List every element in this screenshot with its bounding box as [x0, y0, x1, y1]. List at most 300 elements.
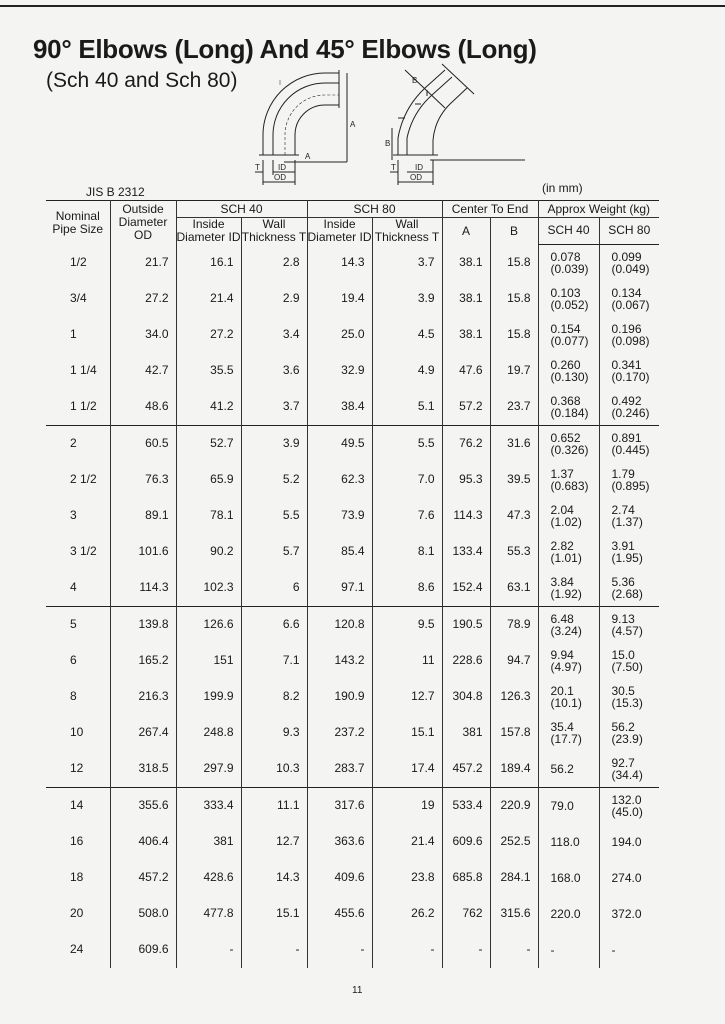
cell-od: 139.8 — [110, 606, 176, 643]
weight-value-alt: (1.92) — [550, 586, 582, 601]
elbow-diagram — [245, 60, 535, 190]
cell-id80: 38.4 — [307, 389, 372, 426]
cell-t80: 26.2 — [372, 896, 442, 932]
col-group-sch40: SCH 40 — [176, 201, 307, 218]
cell-b: - — [490, 932, 538, 968]
cell-w80 — [599, 244, 659, 281]
cell-w40 — [538, 715, 599, 751]
cell-t80: 17.4 — [372, 751, 442, 788]
cell-id80: 237.2 — [307, 715, 372, 751]
cell-t40: 6 — [241, 570, 307, 607]
cell-size: 1 — [70, 327, 77, 341]
weight-value-alt: (0.039) — [550, 261, 589, 276]
cell-id40: 90.2 — [176, 534, 241, 570]
cell-b: 220.9 — [490, 787, 538, 824]
cell-size: 6 — [70, 653, 77, 667]
cell-od: 42.7 — [110, 353, 176, 389]
weight-value: 168.0 — [550, 870, 581, 885]
cell-id40: 381 — [176, 824, 241, 860]
cell-w80 — [599, 281, 659, 317]
cell-w40 — [538, 606, 599, 643]
table-row — [46, 498, 659, 534]
cell-t80: 5.1 — [372, 389, 442, 426]
table-row — [46, 932, 659, 968]
cell-size: 10 — [70, 725, 84, 739]
elbow-90-drawing — [255, 70, 347, 185]
cell-a: 190.5 — [442, 606, 490, 643]
weight-value: 56.2 — [550, 761, 574, 776]
cell-a: 38.1 — [442, 244, 490, 281]
cell-w40 — [538, 643, 599, 679]
cell-size: 20 — [70, 906, 84, 920]
cell-id40: 16.1 — [176, 244, 241, 281]
cell-t40: 3.7 — [241, 389, 307, 426]
table-row — [46, 281, 659, 317]
cell-t80: 5.5 — [372, 425, 442, 462]
page-title: 90° Elbows (Long) And 45° Elbows (Long) — [33, 34, 537, 64]
cell-b: 39.5 — [490, 462, 538, 498]
weight-value-alt: (1.01) — [550, 550, 582, 565]
cell-od: 355.6 — [110, 787, 176, 824]
cell-size: 1 1/2 — [70, 399, 97, 413]
weight-value: 3.91 — [611, 538, 635, 553]
cell-id40: 477.8 — [176, 896, 241, 932]
cell-od: 89.1 — [110, 498, 176, 534]
cell-od: 508.0 — [110, 896, 176, 932]
cell-id80: 32.9 — [307, 353, 372, 389]
dim-label-b: B — [385, 139, 391, 148]
cell-size: 8 — [70, 689, 77, 703]
weight-value: 0.134 — [611, 285, 642, 300]
cell-t40: 11.1 — [241, 787, 307, 824]
cell-id40: 199.9 — [176, 679, 241, 715]
dim-label-a-bottom: A — [305, 152, 311, 161]
cell-w80 — [599, 787, 659, 824]
weight-value: 5.36 — [611, 574, 635, 589]
weight-value: 0.492 — [611, 393, 642, 408]
cell-b: 47.3 — [490, 498, 538, 534]
dim-label-a: A — [350, 120, 356, 129]
col-a: A — [442, 218, 490, 245]
dim-label-id: ID — [278, 163, 286, 172]
cell-od: 48.6 — [110, 389, 176, 426]
cell-id80: 283.7 — [307, 751, 372, 788]
weight-value-alt: (0.683) — [550, 478, 589, 493]
cell-b: 189.4 — [490, 751, 538, 788]
cell-w80 — [599, 317, 659, 353]
cell-t40: 8.2 — [241, 679, 307, 715]
table-row — [46, 679, 659, 715]
cell-id80: 62.3 — [307, 462, 372, 498]
weight-value: 2.82 — [550, 538, 574, 553]
cell-t40: - — [241, 932, 307, 968]
cell-t80: 8.1 — [372, 534, 442, 570]
cell-t80: 3.9 — [372, 281, 442, 317]
col-group-center-to-end: Center To End — [442, 201, 538, 218]
cell-b: 15.8 — [490, 281, 538, 317]
cell-w40 — [538, 317, 599, 353]
weight-value: 92.7 — [611, 755, 635, 770]
weight-value: 3.84 — [550, 574, 574, 589]
table-row — [46, 751, 659, 788]
cell-b: 31.6 — [490, 425, 538, 462]
cell-w80 — [599, 932, 659, 968]
unit-note: (in mm) — [542, 181, 583, 195]
weight-value-alt: (0.049) — [611, 261, 650, 276]
table-body — [46, 244, 659, 968]
cell-b: 63.1 — [490, 570, 538, 607]
cell-t40: 3.9 — [241, 425, 307, 462]
cell-w40 — [538, 462, 599, 498]
weight-value-alt: (0.895) — [611, 478, 650, 493]
cell-w40 — [538, 425, 599, 462]
dim-label-od-45: OD — [410, 173, 422, 182]
table-row — [46, 787, 659, 824]
cell-size: 3 1/2 — [70, 544, 97, 558]
weight-value: 0.078 — [550, 249, 581, 264]
cell-t40: 3.6 — [241, 353, 307, 389]
cell-b: 315.6 — [490, 896, 538, 932]
weight-value: 0.341 — [611, 357, 642, 372]
weight-value-alt: (0.067) — [611, 297, 650, 312]
cell-t40: 2.8 — [241, 244, 307, 281]
cell-w40 — [538, 751, 599, 788]
table-row — [46, 425, 659, 462]
weight-value-alt: (1.95) — [611, 550, 643, 565]
cell-size: 24 — [70, 942, 84, 956]
standard-label: JIS B 2312 — [86, 185, 145, 199]
table-row — [46, 824, 659, 860]
weight-value: 0.099 — [611, 249, 642, 264]
cell-id80: 97.1 — [307, 570, 372, 607]
cell-size: 14 — [46, 787, 110, 824]
cell-id40: 248.8 — [176, 715, 241, 751]
cell-a: 228.6 — [442, 643, 490, 679]
weight-value-alt: (2.68) — [611, 586, 643, 601]
weight-value: 9.13 — [611, 611, 635, 626]
cell-id40: 27.2 — [176, 317, 241, 353]
cell-w80 — [599, 498, 659, 534]
cell-od: 60.5 — [110, 425, 176, 462]
cell-w80 — [599, 534, 659, 570]
elbow-45-drawing — [390, 64, 525, 185]
cell-a: 133.4 — [442, 534, 490, 570]
cell-id40: 297.9 — [176, 751, 241, 788]
cell-t40: 12.7 — [241, 824, 307, 860]
cell-size: 12 — [70, 761, 84, 775]
weight-value: 118.0 — [550, 834, 580, 849]
cell-od: 609.6 — [110, 932, 176, 968]
weight-value: 0.891 — [611, 430, 642, 445]
dim-label-t-45: T — [391, 163, 396, 172]
cell-od: 457.2 — [110, 860, 176, 896]
weight-value-alt: (45.0) — [611, 804, 643, 819]
cell-b: 19.7 — [490, 353, 538, 389]
table-row — [46, 462, 659, 498]
cell-t40: 10.3 — [241, 751, 307, 788]
cell-t40: 6.6 — [241, 606, 307, 643]
cell-size: 2 — [46, 425, 110, 462]
col-weight-sch40: SCH 40 — [538, 218, 599, 245]
cell-t80: 7.0 — [372, 462, 442, 498]
cell-w40 — [538, 787, 599, 824]
cell-w80 — [599, 570, 659, 607]
cell-t40: 15.1 — [241, 896, 307, 932]
cell-id40: 65.9 — [176, 462, 241, 498]
cell-size: 5 — [46, 606, 110, 643]
cell-b: 252.5 — [490, 824, 538, 860]
cell-id40: 41.2 — [176, 389, 241, 426]
weight-value: 0.260 — [550, 357, 581, 372]
cell-t80: 3.7 — [372, 244, 442, 281]
col-weight-sch80: SCH 80 — [599, 218, 659, 245]
weight-value-alt: (0.184) — [550, 405, 589, 420]
cell-a: 47.6 — [442, 353, 490, 389]
cell-t80: 8.6 — [372, 570, 442, 607]
cell-w80 — [599, 425, 659, 462]
cell-a: 304.8 — [442, 679, 490, 715]
weight-value: 15.0 — [611, 647, 635, 662]
cell-w80 — [599, 715, 659, 751]
cell-w40 — [538, 824, 599, 860]
col-outside-diameter: Outside Diameter OD — [110, 201, 176, 245]
cell-w80 — [599, 751, 659, 788]
table-row — [46, 860, 659, 896]
cell-b: 15.8 — [490, 244, 538, 281]
top-rule — [0, 5, 725, 7]
weight-value-alt: (0.246) — [611, 405, 650, 420]
cell-t80: 12.7 — [372, 679, 442, 715]
table-row — [46, 389, 659, 426]
cell-t40: 5.2 — [241, 462, 307, 498]
cell-od: 267.4 — [110, 715, 176, 751]
cell-a: - — [442, 932, 490, 968]
table-row — [46, 643, 659, 679]
cell-b: 15.8 — [490, 317, 538, 353]
cell-id40: 78.1 — [176, 498, 241, 534]
table-row — [46, 353, 659, 389]
cell-size: 2 1/2 — [70, 472, 97, 486]
cell-id40: 428.6 — [176, 860, 241, 896]
cell-a: 533.4 — [442, 787, 490, 824]
cell-w80 — [599, 896, 659, 932]
table-row — [46, 534, 659, 570]
cell-od: 114.3 — [110, 570, 176, 607]
cell-od: 165.2 — [110, 643, 176, 679]
cell-size: 18 — [70, 870, 84, 884]
weight-value-alt: (0.098) — [611, 333, 650, 348]
cell-t40: 5.5 — [241, 498, 307, 534]
cell-id40: 151 — [176, 643, 241, 679]
cell-t40: 3.4 — [241, 317, 307, 353]
cell-a: 114.3 — [442, 498, 490, 534]
table-header — [46, 201, 659, 245]
weight-value-alt: (0.326) — [550, 442, 589, 457]
weight-value: 6.48 — [550, 611, 574, 626]
cell-od: 21.7 — [110, 244, 176, 281]
col-sch80-wall-thickness: Wall Thickness T — [372, 218, 442, 245]
cell-id40: 333.4 — [176, 787, 241, 824]
weight-value-alt: (15.3) — [611, 695, 643, 710]
weight-value: 2.04 — [550, 502, 574, 517]
cell-t80: 4.9 — [372, 353, 442, 389]
cell-w40 — [538, 860, 599, 896]
cell-od: 216.3 — [110, 679, 176, 715]
cell-a: 609.6 — [442, 824, 490, 860]
cell-t40: 9.3 — [241, 715, 307, 751]
page-number: 11 — [352, 985, 363, 996]
cell-b: 284.1 — [490, 860, 538, 896]
weight-value: 0.652 — [550, 430, 581, 445]
weight-value: 220.0 — [550, 906, 581, 921]
cell-b: 23.7 — [490, 389, 538, 426]
cell-id80: 363.6 — [307, 824, 372, 860]
cell-id80: - — [307, 932, 372, 968]
weight-value: 1.79 — [611, 466, 635, 481]
weight-value: 20.1 — [550, 683, 574, 698]
cell-id40: - — [176, 932, 241, 968]
cell-t80: 9.5 — [372, 606, 442, 643]
weight-value-alt: (0.130) — [550, 369, 589, 384]
weight-value: - — [611, 942, 616, 957]
cell-id80: 73.9 — [307, 498, 372, 534]
weight-value-alt: (0.170) — [611, 369, 650, 384]
cell-size: 3 — [70, 508, 77, 522]
cell-b: 94.7 — [490, 643, 538, 679]
cell-b: 157.8 — [490, 715, 538, 751]
cell-t40: 14.3 — [241, 860, 307, 896]
cell-id80: 120.8 — [307, 606, 372, 643]
cell-a: 685.8 — [442, 860, 490, 896]
cell-w40 — [538, 932, 599, 968]
col-sch80-inside-diameter: Inside Diameter ID — [307, 217, 372, 244]
table-row — [46, 317, 659, 353]
cell-size: 1/2 — [70, 254, 87, 269]
cell-b: 78.9 — [490, 606, 538, 643]
cell-id40: 102.3 — [176, 570, 241, 607]
cell-id80: 19.4 — [307, 281, 372, 317]
weight-value-alt: (0.077) — [550, 333, 589, 348]
cell-a: 57.2 — [442, 389, 490, 426]
cell-size: 1 1/4 — [70, 363, 97, 377]
weight-value: 30.5 — [611, 683, 635, 698]
cell-w80 — [599, 389, 659, 426]
table-row — [46, 715, 659, 751]
cell-w40 — [538, 534, 599, 570]
weight-value: 2.74 — [611, 502, 635, 517]
weight-value: 372.0 — [611, 906, 642, 921]
weight-value: 0.368 — [550, 393, 581, 408]
cell-id80: 25.0 — [307, 317, 372, 353]
weight-value-alt: (34.4) — [611, 767, 643, 782]
cell-w80 — [599, 679, 659, 715]
cell-a: 38.1 — [442, 281, 490, 317]
cell-w80 — [599, 643, 659, 679]
dim-label-od: OD — [274, 173, 286, 182]
cell-t40: 2.9 — [241, 281, 307, 317]
dim-label-t: T — [255, 163, 260, 172]
table-row — [46, 896, 659, 932]
dimension-table — [46, 200, 659, 968]
cell-w80 — [599, 353, 659, 389]
col-group-sch80: SCH 80 — [307, 201, 442, 218]
weight-value-alt: (0.445) — [611, 442, 650, 457]
cell-a: 381 — [442, 715, 490, 751]
weight-value: 0.154 — [550, 321, 581, 336]
weight-value: 132.0 — [611, 792, 642, 807]
cell-w80 — [599, 462, 659, 498]
cell-b: 55.3 — [490, 534, 538, 570]
weight-value: - — [550, 942, 555, 957]
cell-od: 406.4 — [110, 824, 176, 860]
dim-label-b-diag: B — [412, 76, 418, 85]
cell-size: 16 — [70, 834, 84, 848]
cell-t80: 7.6 — [372, 498, 442, 534]
weight-value-alt: (10.1) — [550, 695, 582, 710]
cell-t80: - — [372, 932, 442, 968]
cell-t80: 4.5 — [372, 317, 442, 353]
cell-od: 76.3 — [110, 462, 176, 498]
cell-size: 3/4 — [70, 291, 87, 305]
weight-value: 1.37 — [550, 466, 574, 481]
weight-value: 274.0 — [611, 870, 642, 885]
weight-value: 194.0 — [611, 834, 642, 849]
weight-value-alt: (23.9) — [611, 731, 643, 746]
col-sch40-inside-diameter: Inside Diameter ID — [176, 217, 241, 244]
cell-w40 — [538, 281, 599, 317]
col-group-approx-weight: Approx Weight (kg) — [538, 201, 659, 218]
weight-value-alt: (0.052) — [550, 297, 589, 312]
weight-value: 79.0 — [550, 798, 574, 813]
dim-label-id-45: ID — [415, 163, 423, 172]
cell-w80 — [599, 860, 659, 896]
cell-id80: 409.6 — [307, 860, 372, 896]
cell-a: 457.2 — [442, 751, 490, 788]
cell-id80: 49.5 — [307, 425, 372, 462]
col-nominal-pipe-size: Nominal Pipe Size — [52, 208, 104, 236]
cell-id80: 85.4 — [307, 534, 372, 570]
cell-t40: 5.7 — [241, 534, 307, 570]
cell-id80: 317.6 — [307, 787, 372, 824]
cell-od: 27.2 — [110, 281, 176, 317]
table-row — [46, 244, 659, 281]
cell-w80 — [599, 824, 659, 860]
cell-od: 101.6 — [110, 534, 176, 570]
cell-t80: 23.8 — [372, 860, 442, 896]
table-row — [46, 606, 659, 643]
cell-t80: 19 — [372, 787, 442, 824]
weight-value-alt: (1.02) — [550, 514, 582, 529]
cell-id80: 190.9 — [307, 679, 372, 715]
cell-w40 — [538, 353, 599, 389]
cell-w40 — [538, 244, 599, 281]
weight-value-alt: (1.37) — [611, 514, 643, 529]
cell-w40 — [538, 498, 599, 534]
cell-w40 — [538, 896, 599, 932]
cell-w40 — [538, 389, 599, 426]
cell-t40: 7.1 — [241, 643, 307, 679]
cell-w40 — [538, 679, 599, 715]
cell-b: 126.3 — [490, 679, 538, 715]
weight-value: 35.4 — [550, 719, 574, 734]
cell-id40: 21.4 — [176, 281, 241, 317]
weight-value-alt: (3.24) — [550, 623, 582, 638]
cell-a: 152.4 — [442, 570, 490, 607]
cell-t80: 15.1 — [372, 715, 442, 751]
cell-od: 34.0 — [110, 317, 176, 353]
weight-value-alt: (7.50) — [611, 659, 643, 674]
cell-id80: 14.3 — [307, 244, 372, 281]
